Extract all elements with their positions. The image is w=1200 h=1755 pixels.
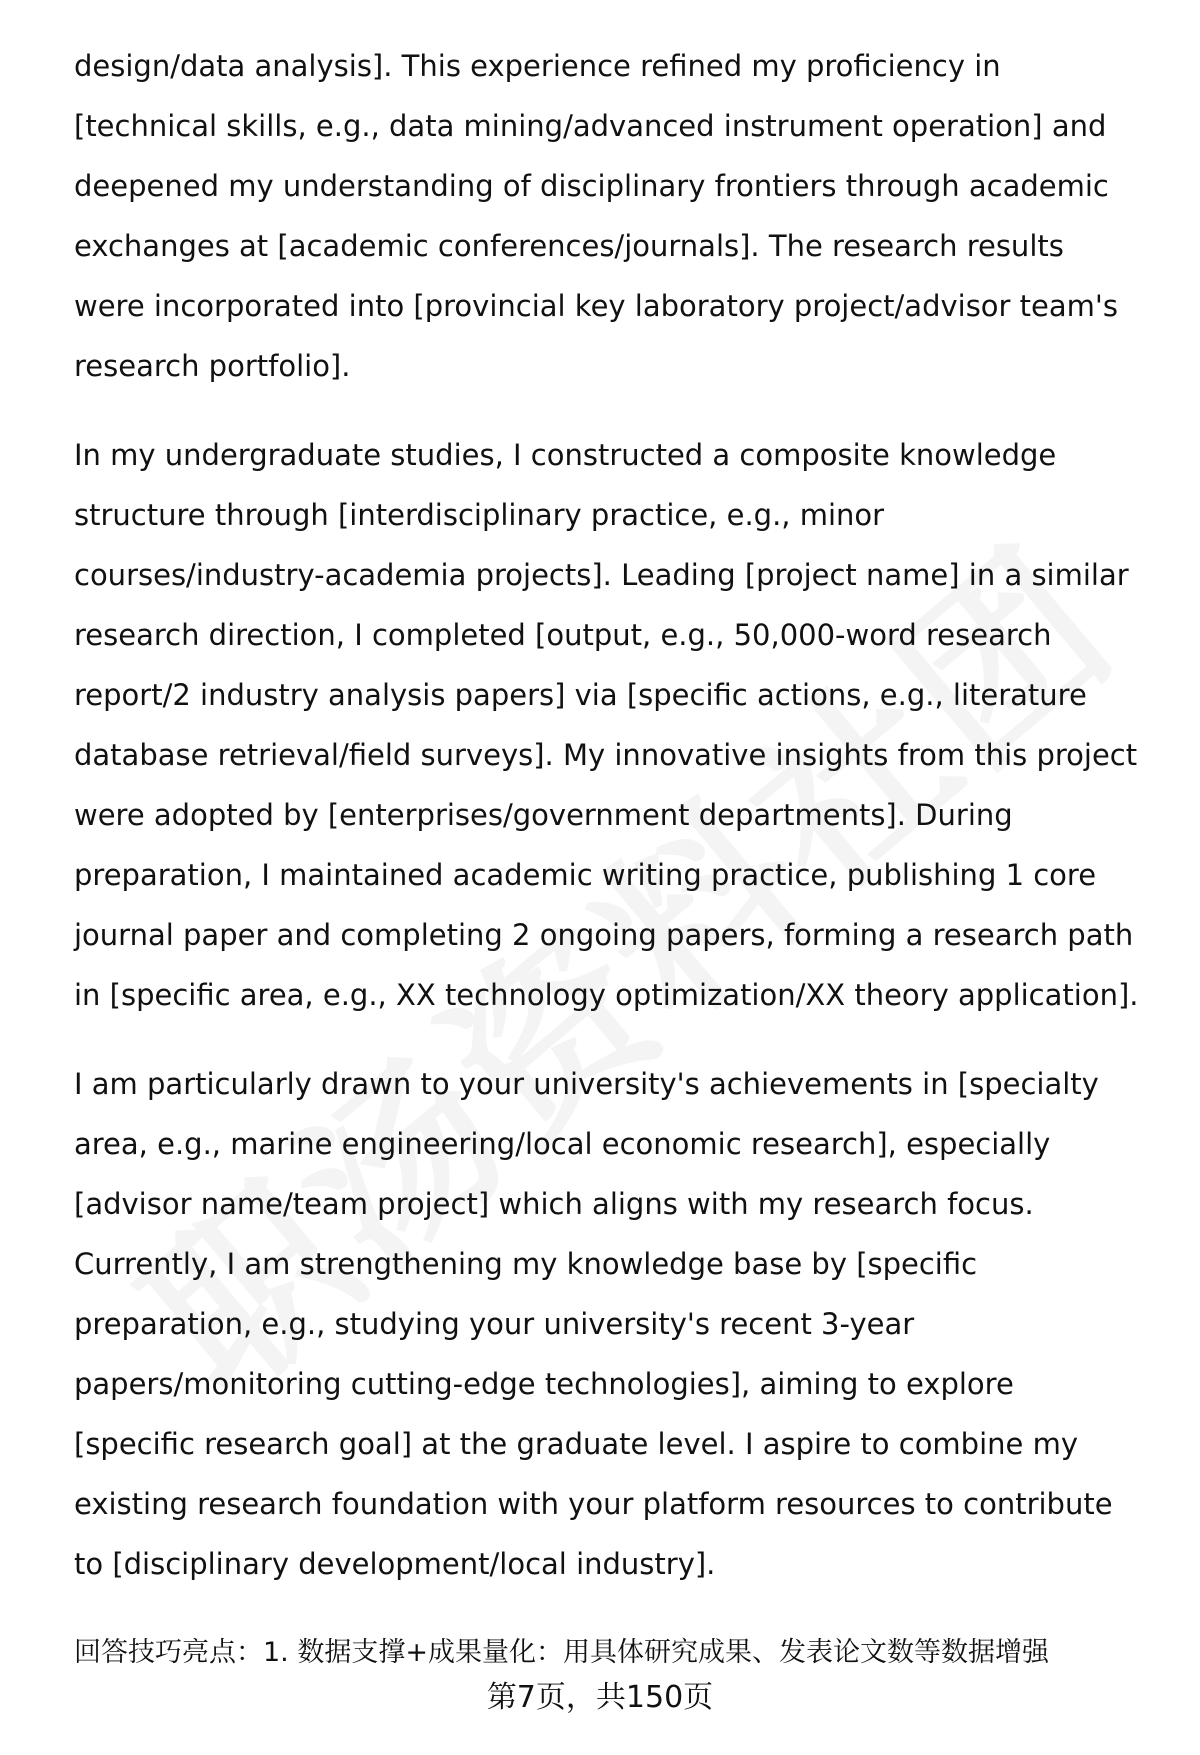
paragraph-university-interest: I am particularly drawn to your university's achievements in [specialty area, e.g., marine engineering/local economic research], especially [advisor name/team project] which aligns with my research focus. Currently, I am strengthening my knowledge base by [specific preparation, e.g., studying your university's recent 3-year papers/monitoring cutting-edge technologies], aiming to explore [specific research goal] at the graduate level. I aspire to combine my existing research foundation with your platform resources to contribute to [disciplinary development/local industry]. xyxy=(74,1067,1113,1581)
answer-tips-heading: 回答技巧亮点：1. 数据支撑+成果量化：用具体研究成果、发表论文数等数据增强 xyxy=(74,1637,1049,1668)
paragraph-undergraduate-studies: In my undergraduate studies, I constructed a composite knowledge structure through [interdisciplinary practice, e.g., minor courses/industry-academia projects]. Leading [project name] in a similar research direction, I completed [output, e.g., 50,000-word research report/2 industry analysis papers] via [specific actions, e.g., literature database retrieval/field surveys]. My innovative insights from this project were adopted by [enterprises/government departments]. During preparation, I maintained academic writing practice, publishing 1 core journal paper and completing 2 ongoing papers, forming a research path in [specific area, e.g., XX technology optimization/XX theory application]. xyxy=(74,438,1139,1012)
page-number: 第7页，共150页 xyxy=(486,1680,714,1715)
paragraph-research-experience: design/data analysis]. This experience refined my proficiency in [technical skills, e.g., data mining/advanced instrument operation] and deepened my understanding of disciplinary frontiers through academic exchanges at [academic conferences/journals]. The research results were incorporated into [provincial key laboratory project/advisor team's research portfolio]. xyxy=(74,49,1118,383)
